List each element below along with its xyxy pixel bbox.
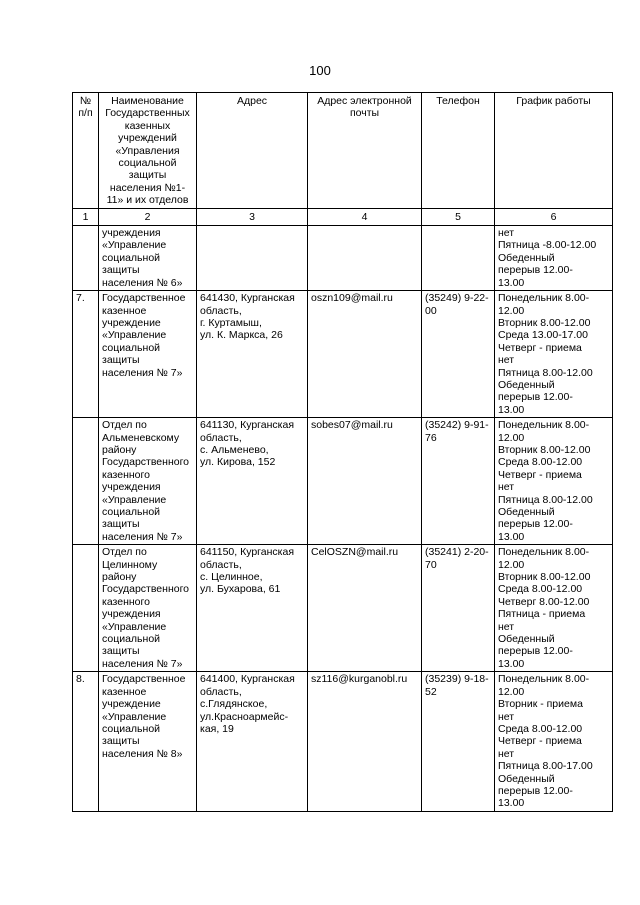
institution-address xyxy=(197,226,308,291)
column-number: 4 xyxy=(308,208,422,225)
row-number: 8. xyxy=(73,672,99,811)
institution-email xyxy=(308,226,422,291)
work-schedule: Понедельник 8.00- 12.00 Вторник 8.00-12.00 Среда 8.00-12.00 Четверг - приема нет Пятница 8.00-12.00 Обеденный перерыв 12.00- 13.00 xyxy=(495,418,613,545)
column-number: 6 xyxy=(495,208,613,225)
table-row xyxy=(73,291,613,418)
institution-name: Государственное казенное учреждение «Управление социальной защиты населения № 7» xyxy=(99,291,197,418)
institution-name: Отдел по Альменевскому району Государственного казенного учреждения «Управление социальной защиты населения № 7» xyxy=(99,418,197,545)
work-schedule: нет Пятница -8.00-12.00 Обеденный перерыв 12.00- 13.00 xyxy=(495,226,613,291)
header-row xyxy=(73,93,613,209)
column-number-row xyxy=(73,208,613,225)
header-schedule: График работы xyxy=(495,93,613,209)
header-address: Адрес xyxy=(197,93,308,209)
table-row xyxy=(73,672,613,811)
institution-name: Государственное казенное учреждение «Управление социальной защиты населения № 8» xyxy=(99,672,197,811)
work-schedule: Понедельник 8.00- 12.00 Вторник 8.00-12.00 Среда 8.00-12.00 Четверг 8.00-12.00 Пятница - приема нет Обеденный перерыв 12.00- 13.00 xyxy=(495,545,613,672)
institution-phone: (35249) 9-22- 00 xyxy=(422,291,495,418)
column-number: 1 xyxy=(73,208,99,225)
header-name: Наименование Государственных казенных учреждений «Управления социальной защиты населения №1-11» и их отделов xyxy=(99,93,197,209)
column-number: 3 xyxy=(197,208,308,225)
institution-phone: (35242) 9-91- 76 xyxy=(422,418,495,545)
institution-phone xyxy=(422,226,495,291)
institution-email: oszn109@mail.ru xyxy=(308,291,422,418)
institution-phone: (35239) 9-18- 52 xyxy=(422,672,495,811)
page-number: 100 xyxy=(309,63,331,78)
row-number: 7. xyxy=(73,291,99,418)
table-row xyxy=(73,545,613,672)
registry-table xyxy=(72,92,613,812)
header-email: Адрес электронной почты xyxy=(308,93,422,209)
institution-name: учреждения «Управление социальной защиты населения № 6» xyxy=(99,226,197,291)
work-schedule: Понедельник 8.00- 12.00 Вторник - приема нет Среда 8.00-12.00 Четверг - приема нет Пятница 8.00-17.00 Обеденный перерыв 12.00- 13.00 xyxy=(495,672,613,811)
work-schedule: Понедельник 8.00- 12.00 Вторник 8.00-12.00 Среда 13.00-17.00 Четверг - приема нет Пятница 8.00-12.00 Обеденный перерыв 12.00- 13.00 xyxy=(495,291,613,418)
header-number: № п/п xyxy=(73,93,99,209)
table-row xyxy=(73,418,613,545)
column-number: 2 xyxy=(99,208,197,225)
table-row xyxy=(73,226,613,291)
institution-address: 641400, Курганская область, с.Глядянское, ул.Красноармейс- кая, 19 xyxy=(197,672,308,811)
institution-phone: (35241) 2-20- 70 xyxy=(422,545,495,672)
institution-address: 641430, Курганская область, г. Куртамыш, ул. К. Маркса, 26 xyxy=(197,291,308,418)
header-phone: Телефон xyxy=(422,93,495,209)
institution-address: 641150, Курганская область, с. Целинное, ул. Бухарова, 61 xyxy=(197,545,308,672)
institution-email: sobes07@mail.ru xyxy=(308,418,422,545)
institution-address: 641130, Курганская область, с. Альменево, ул. Кирова, 152 xyxy=(197,418,308,545)
row-number xyxy=(73,418,99,545)
column-number: 5 xyxy=(422,208,495,225)
institution-email: CelOSZN@mail.ru xyxy=(308,545,422,672)
institution-name: Отдел по Целинному району Государственного казенного учреждения «Управление социальной защиты населения № 7» xyxy=(99,545,197,672)
row-number xyxy=(73,545,99,672)
institution-email: sz116@kurganobl.ru xyxy=(308,672,422,811)
row-number xyxy=(73,226,99,291)
